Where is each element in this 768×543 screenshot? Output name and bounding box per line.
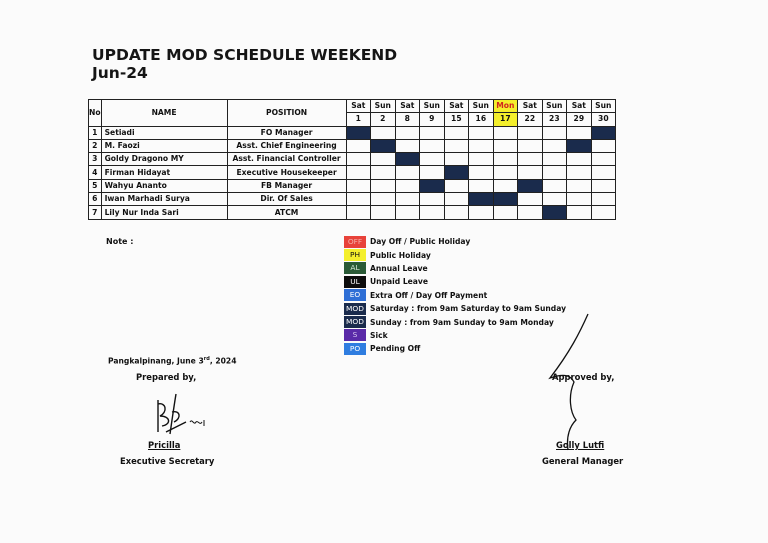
table-row <box>89 206 616 219</box>
legend-code: UL <box>344 276 366 288</box>
legend-description: Sunday : from 9am Sunday to 9am Monday <box>370 317 554 327</box>
legend <box>344 235 566 356</box>
schedule-cell <box>493 206 518 219</box>
header-row <box>89 100 616 113</box>
schedule-cell <box>420 153 445 166</box>
schedule-cell <box>518 206 543 219</box>
day-date: 16 <box>469 113 494 126</box>
schedule-cell <box>346 206 371 219</box>
day-of-week: Mon <box>493 100 518 113</box>
staff-name: Firman Hidayat <box>101 166 227 179</box>
legend-description: Saturday : from 9am Saturday to 9am Sunday <box>370 304 567 314</box>
schedule-cell <box>493 126 518 139</box>
legend-item <box>344 262 566 275</box>
day-of-week: Sat <box>567 100 592 113</box>
schedule-cell <box>395 193 420 206</box>
mod-duty-cell <box>591 126 616 139</box>
day-of-week: Sun <box>371 100 396 113</box>
note-label: Note : <box>106 237 134 246</box>
schedule-cell <box>542 166 567 179</box>
schedule-cell <box>518 139 543 152</box>
mod-duty-cell <box>371 139 396 152</box>
legend-item <box>344 315 566 328</box>
schedule-month: Jun-24 <box>92 64 148 82</box>
mod-duty-cell <box>346 126 371 139</box>
schedule-cell <box>395 179 420 192</box>
staff-position: ATCM <box>227 206 346 219</box>
legend-description: Sick <box>370 330 388 340</box>
schedule-cell <box>567 206 592 219</box>
row-number: 2 <box>89 139 102 152</box>
preparer-name: Pricilla <box>148 440 181 450</box>
table-row <box>89 126 616 139</box>
schedule-cell <box>567 153 592 166</box>
schedule-cell <box>346 153 371 166</box>
schedule-cell <box>420 206 445 219</box>
schedule-cell <box>542 179 567 192</box>
schedule-cell <box>371 153 396 166</box>
schedule-cell <box>444 139 469 152</box>
day-of-week: Sun <box>542 100 567 113</box>
prepared-by-label: Prepared by, <box>136 372 197 382</box>
day-date: 8 <box>395 113 420 126</box>
table-row <box>89 166 616 179</box>
schedule-cell <box>395 166 420 179</box>
schedule-cell <box>444 179 469 192</box>
schedule-cell <box>567 166 592 179</box>
schedule-cell <box>493 166 518 179</box>
legend-item <box>344 235 566 248</box>
table-row <box>89 179 616 192</box>
schedule-cell <box>591 153 616 166</box>
schedule-cell <box>591 193 616 206</box>
schedule-cell <box>493 179 518 192</box>
staff-position: Asst. Chief Engineering <box>227 139 346 152</box>
header-no: No <box>89 100 102 127</box>
staff-position: Executive Housekeeper <box>227 166 346 179</box>
schedule-cell <box>444 153 469 166</box>
schedule-cell <box>542 193 567 206</box>
row-number: 6 <box>89 193 102 206</box>
schedule-cell <box>444 126 469 139</box>
legend-code: S <box>344 329 366 341</box>
schedule-cell <box>444 193 469 206</box>
schedule-cell <box>493 139 518 152</box>
mod-duty-cell <box>444 166 469 179</box>
approver-role: General Manager <box>542 456 624 466</box>
staff-position: Dir. Of Sales <box>227 193 346 206</box>
legend-code: PO <box>344 343 366 355</box>
schedule-cell <box>518 166 543 179</box>
staff-position: FB Manager <box>227 179 346 192</box>
header-position: POSITION <box>227 100 346 127</box>
schedule-cell <box>591 179 616 192</box>
schedule-cell <box>420 166 445 179</box>
schedule-cell <box>420 193 445 206</box>
mod-duty-cell <box>567 139 592 152</box>
day-of-week: Sun <box>591 100 616 113</box>
mod-duty-cell <box>395 153 420 166</box>
staff-position: Asst. Financial Controller <box>227 153 346 166</box>
schedule-title: UPDATE MOD SCHEDULE WEEKEND <box>92 46 398 64</box>
legend-item <box>344 302 566 315</box>
staff-position: FO Manager <box>227 126 346 139</box>
row-number: 5 <box>89 179 102 192</box>
schedule-cell <box>591 206 616 219</box>
staff-name: Wahyu Ananto <box>101 179 227 192</box>
header-name: NAME <box>101 100 227 127</box>
legend-description: Extra Off / Day Off Payment <box>370 290 488 300</box>
staff-name: Setiadi <box>101 126 227 139</box>
mod-duty-cell <box>518 179 543 192</box>
day-date: 30 <box>591 113 616 126</box>
legend-description: Annual Leave <box>370 263 428 273</box>
legend-code: MOD <box>344 316 366 328</box>
day-of-week: Sat <box>346 100 371 113</box>
day-of-week: Sat <box>395 100 420 113</box>
row-number: 4 <box>89 166 102 179</box>
legend-item <box>344 248 566 261</box>
staff-name: Lily Nur Inda Sari <box>101 206 227 219</box>
schedule-cell <box>371 179 396 192</box>
schedule-cell <box>469 153 494 166</box>
schedule-cell <box>469 206 494 219</box>
day-date: 29 <box>567 113 592 126</box>
schedule-cell <box>567 179 592 192</box>
schedule-cell <box>591 166 616 179</box>
schedule-cell <box>542 153 567 166</box>
table-row <box>89 193 616 206</box>
legend-code: MOD <box>344 303 366 315</box>
schedule-cell <box>518 153 543 166</box>
schedule-cell <box>542 126 567 139</box>
schedule-cell <box>346 166 371 179</box>
schedule-table <box>88 99 616 220</box>
schedule-cell <box>493 153 518 166</box>
schedule-cell <box>395 206 420 219</box>
day-date: 2 <box>371 113 396 126</box>
place-date: Pangkalpinang, June 3rd, 2024 <box>108 356 237 366</box>
day-of-week: Sat <box>518 100 543 113</box>
mod-duty-cell <box>493 193 518 206</box>
day-date: 23 <box>542 113 567 126</box>
schedule-cell <box>371 166 396 179</box>
staff-name: Goldy Dragono MY <box>101 153 227 166</box>
table-row <box>89 153 616 166</box>
staff-name: Iwan Marhadi Surya <box>101 193 227 206</box>
legend-item <box>344 342 566 355</box>
row-number: 1 <box>89 126 102 139</box>
row-number: 7 <box>89 206 102 219</box>
schedule-cell <box>469 126 494 139</box>
legend-code: PH <box>344 249 366 261</box>
schedule-cell <box>420 126 445 139</box>
schedule-cell <box>346 193 371 206</box>
schedule-cell <box>371 193 396 206</box>
day-of-week: Sun <box>420 100 445 113</box>
schedule-cell <box>469 179 494 192</box>
mod-duty-cell <box>469 193 494 206</box>
legend-code: OFF <box>344 236 366 248</box>
mod-duty-cell <box>542 206 567 219</box>
legend-description: Public Holiday <box>370 250 431 260</box>
schedule-cell <box>371 206 396 219</box>
day-date: 1 <box>346 113 371 126</box>
legend-item <box>344 275 566 288</box>
legend-code: AL <box>344 262 366 274</box>
day-date: 15 <box>444 113 469 126</box>
schedule-cell <box>518 126 543 139</box>
day-of-week: Sat <box>444 100 469 113</box>
schedule-cell <box>371 126 396 139</box>
approver-signature <box>540 312 600 452</box>
day-date: 9 <box>420 113 445 126</box>
day-date: 22 <box>518 113 543 126</box>
schedule-cell <box>346 139 371 152</box>
mod-duty-cell <box>420 179 445 192</box>
legend-description: Pending Off <box>370 344 421 354</box>
legend-item <box>344 329 566 342</box>
approver-name: Golly Lutfi <box>556 440 605 450</box>
table-row <box>89 139 616 152</box>
schedule-cell <box>444 206 469 219</box>
document-title <box>92 46 397 82</box>
schedule-cell <box>542 139 567 152</box>
schedule-cell <box>395 139 420 152</box>
legend-description: Day Off / Public Holiday <box>370 237 471 247</box>
schedule-cell <box>346 179 371 192</box>
day-of-week: Sun <box>469 100 494 113</box>
staff-name: M. Faozi <box>101 139 227 152</box>
legend-item <box>344 289 566 302</box>
schedule-cell <box>395 126 420 139</box>
legend-code: EO <box>344 289 366 301</box>
schedule-cell <box>469 166 494 179</box>
day-date: 17 <box>493 113 518 126</box>
schedule-cell <box>591 139 616 152</box>
schedule-cell <box>420 139 445 152</box>
legend-description: Unpaid Leave <box>370 277 429 287</box>
schedule-cell <box>567 193 592 206</box>
schedule-cell <box>567 126 592 139</box>
schedule-cell <box>469 139 494 152</box>
approved-by-label: Approved by, <box>552 372 615 382</box>
schedule-cell <box>518 193 543 206</box>
preparer-signature <box>146 392 216 440</box>
row-number: 3 <box>89 153 102 166</box>
preparer-role: Executive Secretary <box>120 456 215 466</box>
